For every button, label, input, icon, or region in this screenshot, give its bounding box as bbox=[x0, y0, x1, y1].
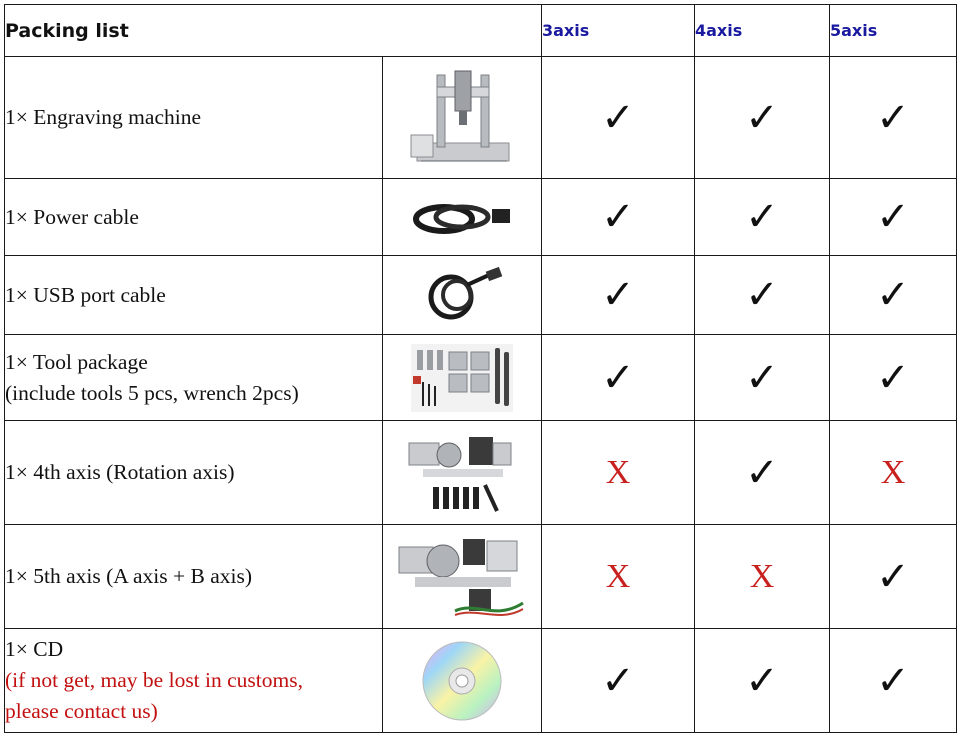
power-cable-icon bbox=[410, 197, 514, 237]
item-note-red: (if not get, may be lost in customs, bbox=[5, 668, 303, 692]
item-note: (include tools 5 pcs, wrench 2pcs) bbox=[5, 380, 299, 405]
table-row bbox=[5, 629, 957, 733]
mark-4axis bbox=[695, 179, 830, 256]
item-name: 1× USB port cable bbox=[5, 256, 383, 335]
table-row bbox=[5, 179, 957, 256]
check-icon: ✓ bbox=[601, 354, 635, 401]
mark-3axis bbox=[542, 256, 695, 335]
table-row bbox=[5, 421, 957, 525]
check-icon: ✓ bbox=[601, 194, 635, 240]
check-icon: ✓ bbox=[745, 354, 779, 401]
cross-icon: X bbox=[605, 453, 631, 491]
cross-icon: X bbox=[605, 557, 631, 595]
mark-5axis bbox=[830, 629, 957, 733]
table-row bbox=[5, 335, 957, 421]
packing-list-title: Packing list bbox=[5, 5, 542, 57]
rotation-axis-icon bbox=[403, 429, 521, 517]
mark-4axis bbox=[695, 525, 830, 629]
mark-3axis bbox=[542, 525, 695, 629]
mark-5axis bbox=[830, 335, 957, 421]
check-icon: ✓ bbox=[745, 657, 779, 704]
packing-list-table bbox=[4, 4, 957, 733]
cross-icon: X bbox=[880, 453, 906, 491]
mark-5axis bbox=[830, 57, 957, 179]
item-name: 1× 5th axis (A axis + B axis) bbox=[5, 525, 383, 629]
table-row bbox=[5, 256, 957, 335]
check-icon: ✓ bbox=[876, 272, 910, 318]
header-row bbox=[5, 5, 957, 57]
mark-4axis bbox=[695, 335, 830, 421]
mark-4axis bbox=[695, 256, 830, 335]
column-header-3axis: 3axis bbox=[542, 5, 695, 57]
item-picture bbox=[383, 335, 542, 421]
usb-cable-icon bbox=[417, 267, 507, 323]
column-header-5axis: 5axis bbox=[830, 5, 957, 57]
item-name-line: 1× Tool package bbox=[5, 349, 148, 374]
mark-3axis bbox=[542, 179, 695, 256]
check-icon: ✓ bbox=[745, 449, 779, 496]
item-picture bbox=[383, 179, 542, 256]
mark-5axis bbox=[830, 421, 957, 525]
cd-disc-icon bbox=[420, 639, 504, 723]
item-name bbox=[5, 629, 383, 733]
check-icon: ✓ bbox=[876, 553, 910, 600]
item-picture bbox=[383, 256, 542, 335]
check-icon: ✓ bbox=[876, 657, 910, 704]
check-icon: ✓ bbox=[876, 194, 910, 240]
mark-3axis bbox=[542, 421, 695, 525]
item-name: 1× Engraving machine bbox=[5, 57, 383, 179]
table-row bbox=[5, 525, 957, 629]
item-name-line: 1× CD bbox=[5, 637, 64, 661]
mark-3axis bbox=[542, 335, 695, 421]
item-picture bbox=[383, 57, 542, 179]
check-icon: ✓ bbox=[876, 94, 910, 141]
column-header-4axis: 4axis bbox=[695, 5, 830, 57]
item-name bbox=[5, 335, 383, 421]
mark-5axis bbox=[830, 179, 957, 256]
check-icon: ✓ bbox=[601, 272, 635, 318]
check-icon: ✓ bbox=[745, 194, 779, 240]
fifth-axis-icon bbox=[395, 531, 529, 623]
item-picture bbox=[383, 421, 542, 525]
item-picture bbox=[383, 629, 542, 733]
check-icon: ✓ bbox=[601, 657, 635, 704]
mark-3axis bbox=[542, 57, 695, 179]
item-note-red: please contact us) bbox=[5, 699, 158, 723]
item-name: 1× Power cable bbox=[5, 179, 383, 256]
mark-4axis bbox=[695, 629, 830, 733]
table-row bbox=[5, 57, 957, 179]
mark-5axis bbox=[830, 525, 957, 629]
mark-4axis bbox=[695, 421, 830, 525]
check-icon: ✓ bbox=[745, 94, 779, 141]
mark-3axis bbox=[542, 629, 695, 733]
item-name: 1× 4th axis (Rotation axis) bbox=[5, 421, 383, 525]
mark-4axis bbox=[695, 57, 830, 179]
check-icon: ✓ bbox=[876, 354, 910, 401]
item-picture bbox=[383, 525, 542, 629]
check-icon: ✓ bbox=[745, 272, 779, 318]
cross-icon: X bbox=[749, 557, 775, 595]
engraving-machine-icon bbox=[407, 65, 517, 171]
mark-5axis bbox=[830, 256, 957, 335]
tool-package-icon bbox=[409, 342, 515, 414]
check-icon: ✓ bbox=[601, 94, 635, 141]
